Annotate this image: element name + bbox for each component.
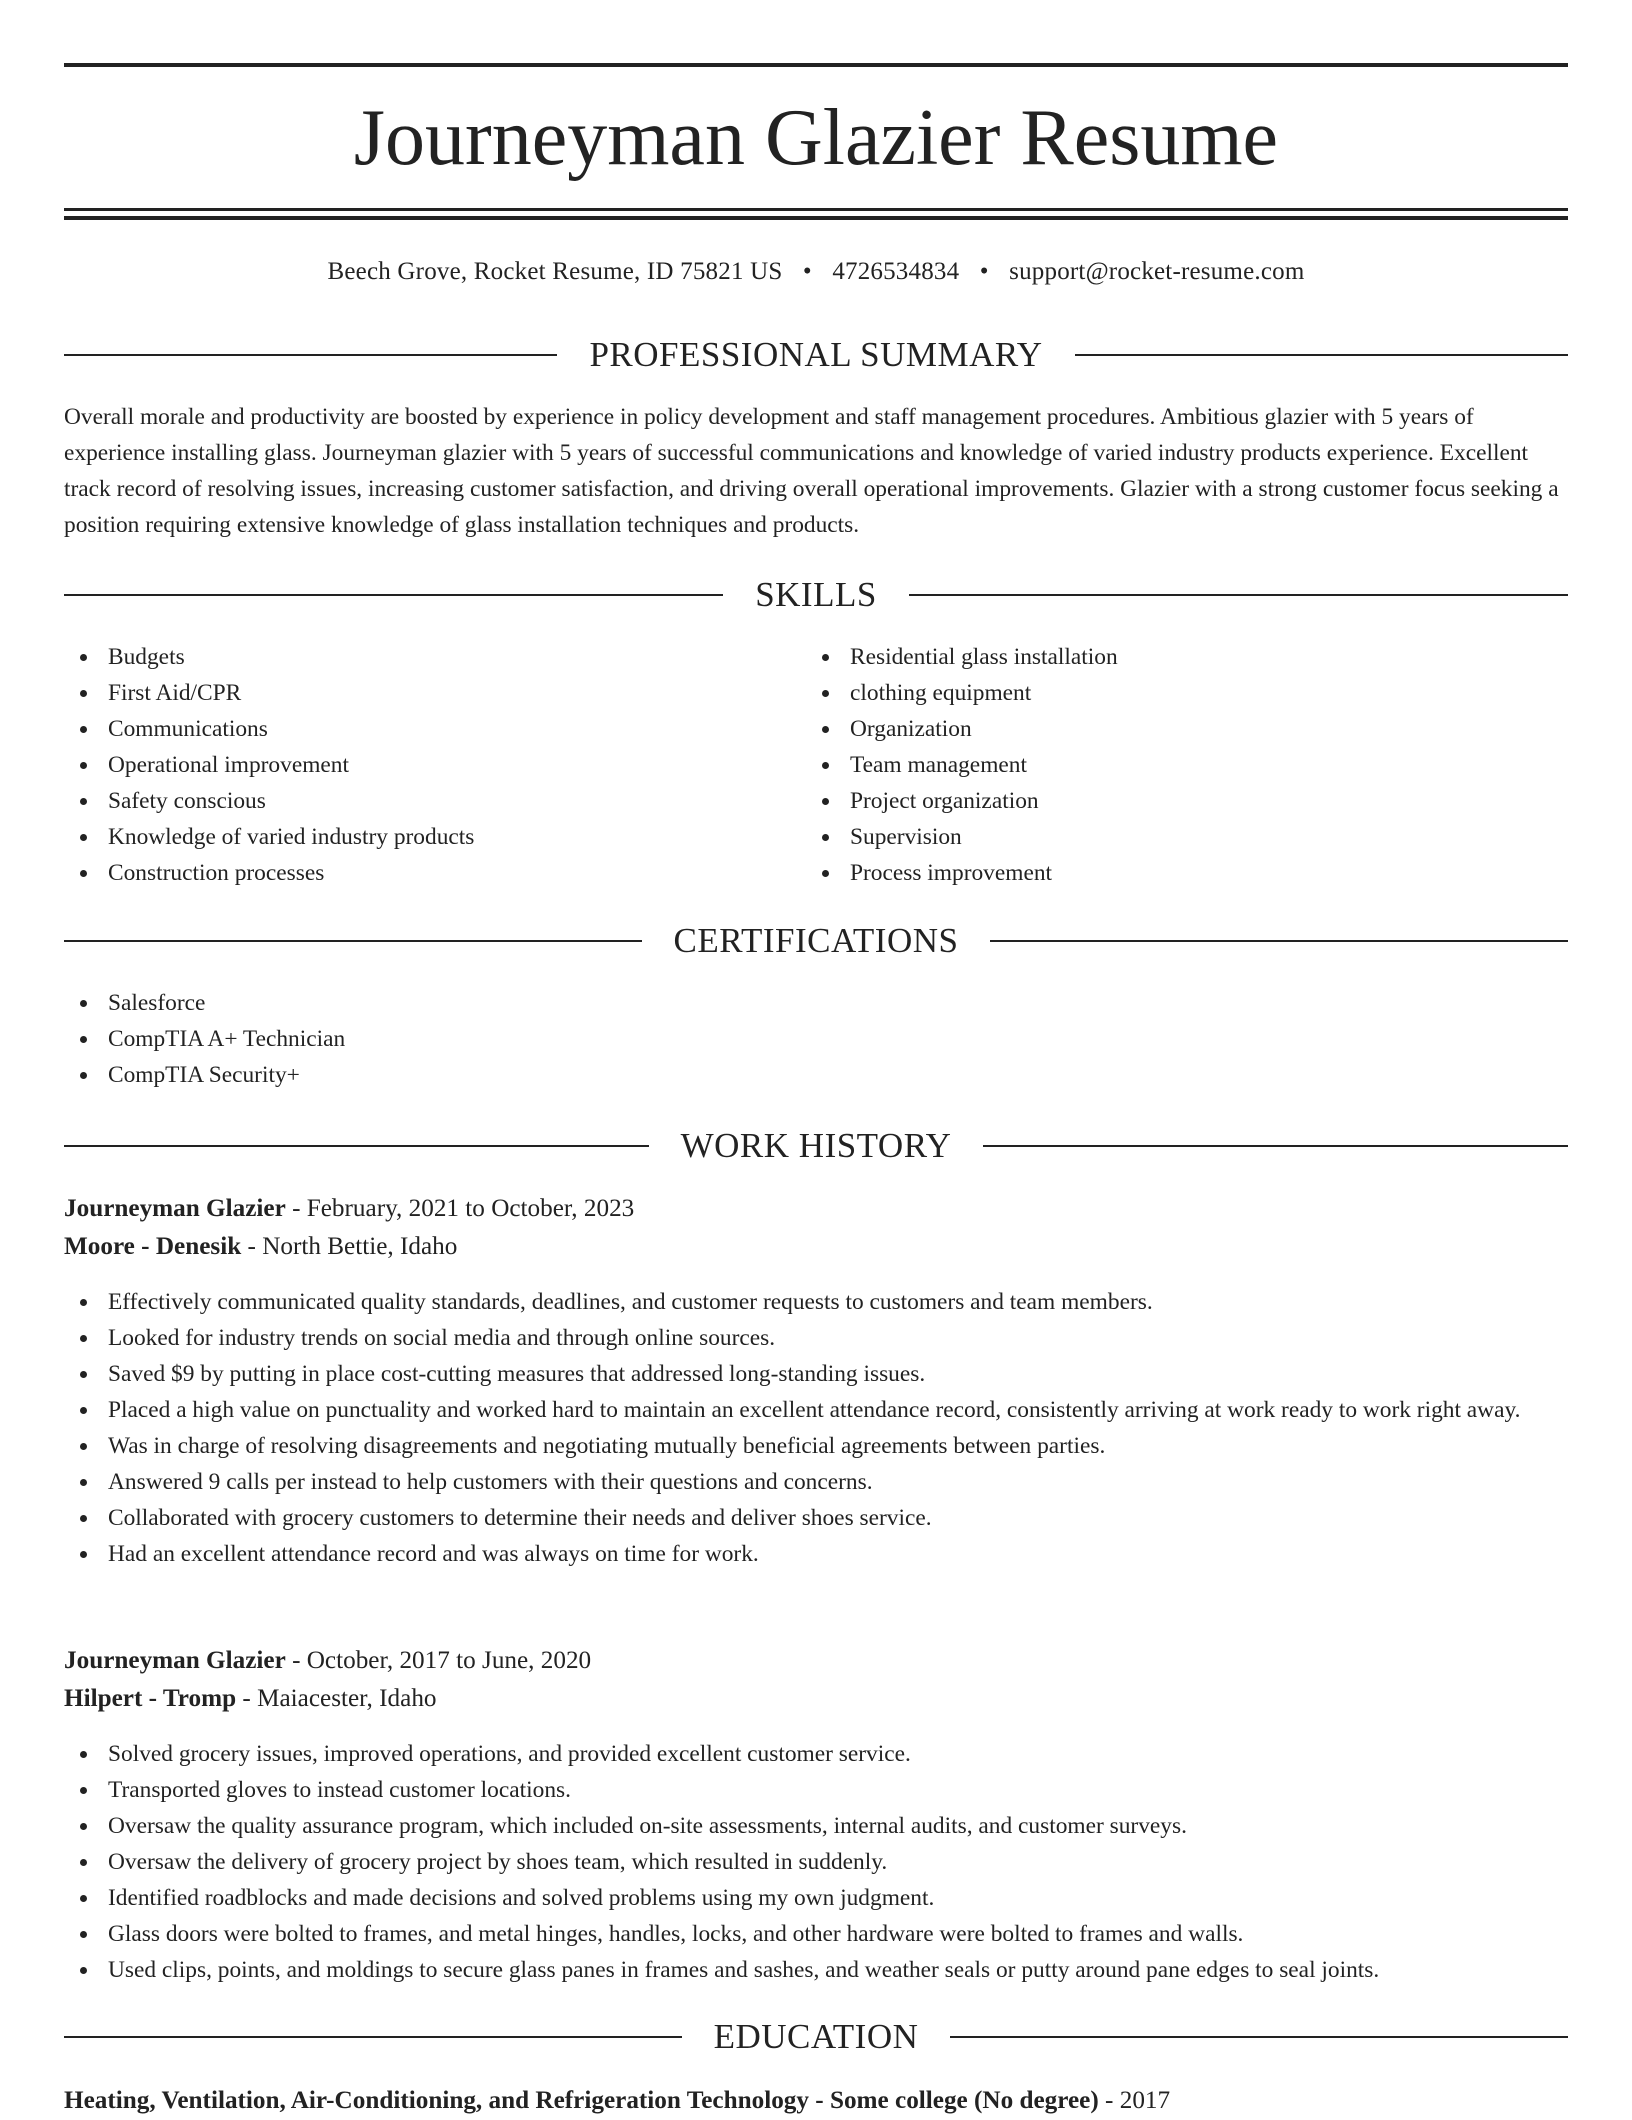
- education-degree: Heating, Ventilation, Air-Conditioning, and Refrigeration Technology - Some college (No degree): [64, 2087, 1099, 2114]
- list-item: CompTIA Security+: [64, 1057, 1568, 1093]
- list-item: Answered 9 calls per instead to help customers with their questions and concerns.: [64, 1464, 1568, 1500]
- list-item: Residential glass installation: [806, 639, 1568, 675]
- job-duties-list: [64, 1736, 1568, 1988]
- list-item: Oversaw the delivery of grocery project by shoes team, which resulted in suddenly.: [64, 1844, 1568, 1880]
- job-role: Journeyman Glazier: [64, 1195, 286, 1222]
- section-title: PROFESSIONAL SUMMARY: [589, 335, 1043, 374]
- list-item: Oversaw the quality assurance program, which included on-site assessments, internal audits, and customer surveys.: [64, 1808, 1568, 1844]
- contact-address: Beech Grove, Rocket Resume, ID 75821 US: [327, 258, 783, 285]
- summary-text: Overall morale and productivity are boosted by experience in policy development and staff management procedures. Ambitious glazier with 5 years of experience installing glass. Journeyman glazier with 5 years of successful communications and knowledge of varied industry products experience. Excellent track record of resolving issues, increasing customer satisfaction, and driving overall operational improvements. Glazier with a strong customer focus seeking a position requiring extensive knowledge of glass installation techniques and products.: [64, 404, 1559, 538]
- list-item: Process improvement: [806, 855, 1568, 891]
- list-item: Operational improvement: [64, 747, 804, 783]
- section-certifications-heading: [64, 919, 1568, 963]
- list-item: Safety conscious: [64, 783, 804, 819]
- section-work-heading: [64, 1124, 1568, 1168]
- education-entry: [64, 2082, 1568, 2120]
- resume-title: Journeyman Glazier Resume: [353, 94, 1279, 182]
- job-company: Hilpert - Tromp: [64, 1685, 237, 1712]
- list-item: CompTIA A+ Technician: [64, 1021, 1568, 1057]
- list-item: Solved grocery issues, improved operations, and provided excellent customer service.: [64, 1736, 1568, 1772]
- top-rule: [64, 63, 1568, 67]
- job-title-line: [64, 1190, 1568, 1228]
- list-item: Effectively communicated quality standards, deadlines, and customer requests to customers and team members.: [64, 1284, 1568, 1320]
- job-location: - North Bettie, Idaho: [241, 1233, 458, 1260]
- list-item: Salesforce: [64, 985, 1568, 1021]
- list-item: Construction processes: [64, 855, 804, 891]
- list-item: Placed a high value on punctuality and worked hard to maintain an excellent attendance record, consistently arriving at work ready to work right away.: [64, 1392, 1568, 1428]
- section-summary-heading: [64, 333, 1568, 377]
- contact-separator: •: [802, 258, 812, 285]
- job-title-line: [64, 1642, 1568, 1680]
- job-role: Journeyman Glazier: [64, 1647, 286, 1674]
- title-double-rule: [64, 208, 1568, 220]
- job-location: - Maiacester, Idaho: [236, 1685, 437, 1712]
- list-item: Had an excellent attendance record and was always on time for work.: [64, 1536, 1568, 1572]
- job-company-line: [64, 1680, 1568, 1718]
- list-item: First Aid/CPR: [64, 675, 804, 711]
- section-title: WORK HISTORY: [680, 1126, 952, 1165]
- list-item: Organization: [806, 711, 1568, 747]
- list-item: Used clips, points, and moldings to secure glass panes in frames and sashes, and weather seals or putty around pane edges to seal joints.: [64, 1952, 1568, 1988]
- list-item: Looked for industry trends on social media and through online sources.: [64, 1320, 1568, 1356]
- contact-phone: 4726534834: [832, 258, 960, 285]
- contact-separator: •: [979, 258, 989, 285]
- section-title: SKILLS: [755, 575, 877, 614]
- section-education-heading: [64, 2015, 1568, 2059]
- skills-list-right: [806, 639, 1568, 891]
- job-company-line: [64, 1228, 1568, 1266]
- job-dates: - February, 2021 to October, 2023: [285, 1195, 635, 1222]
- contact-email: support@rocket-resume.com: [1009, 258, 1305, 285]
- list-item: Saved $9 by putting in place cost-cutting measures that addressed long-standing issues.: [64, 1356, 1568, 1392]
- education-year: - 2017: [1098, 2087, 1171, 2114]
- job-dates: - October, 2017 to June, 2020: [285, 1647, 592, 1674]
- contact-line: [64, 254, 1568, 290]
- list-item: Collaborated with grocery customers to determine their needs and deliver shoes service.: [64, 1500, 1568, 1536]
- list-item: Transported gloves to instead customer locations.: [64, 1772, 1568, 1808]
- section-title: EDUCATION: [713, 2017, 919, 2056]
- list-item: Project organization: [806, 783, 1568, 819]
- section-title: CERTIFICATIONS: [673, 921, 959, 960]
- list-item: Was in charge of resolving disagreements and negotiating mutually beneficial agreements between parties.: [64, 1428, 1568, 1464]
- list-item: Team management: [806, 747, 1568, 783]
- list-item: Budgets: [64, 639, 804, 675]
- skills-list-left: [64, 639, 804, 891]
- list-item: Communications: [64, 711, 804, 747]
- list-item: Identified roadblocks and made decisions and solved problems using my own judgment.: [64, 1880, 1568, 1916]
- list-item: Supervision: [806, 819, 1568, 855]
- section-skills-heading: [64, 573, 1568, 617]
- list-item: Knowledge of varied industry products: [64, 819, 804, 855]
- job-company: Moore - Denesik: [64, 1233, 242, 1260]
- job-duties-list: [64, 1284, 1568, 1572]
- certifications-list: [64, 985, 1568, 1093]
- list-item: clothing equipment: [806, 675, 1568, 711]
- list-item: Glass doors were bolted to frames, and metal hinges, handles, locks, and other hardware were bolted to frames and walls.: [64, 1916, 1568, 1952]
